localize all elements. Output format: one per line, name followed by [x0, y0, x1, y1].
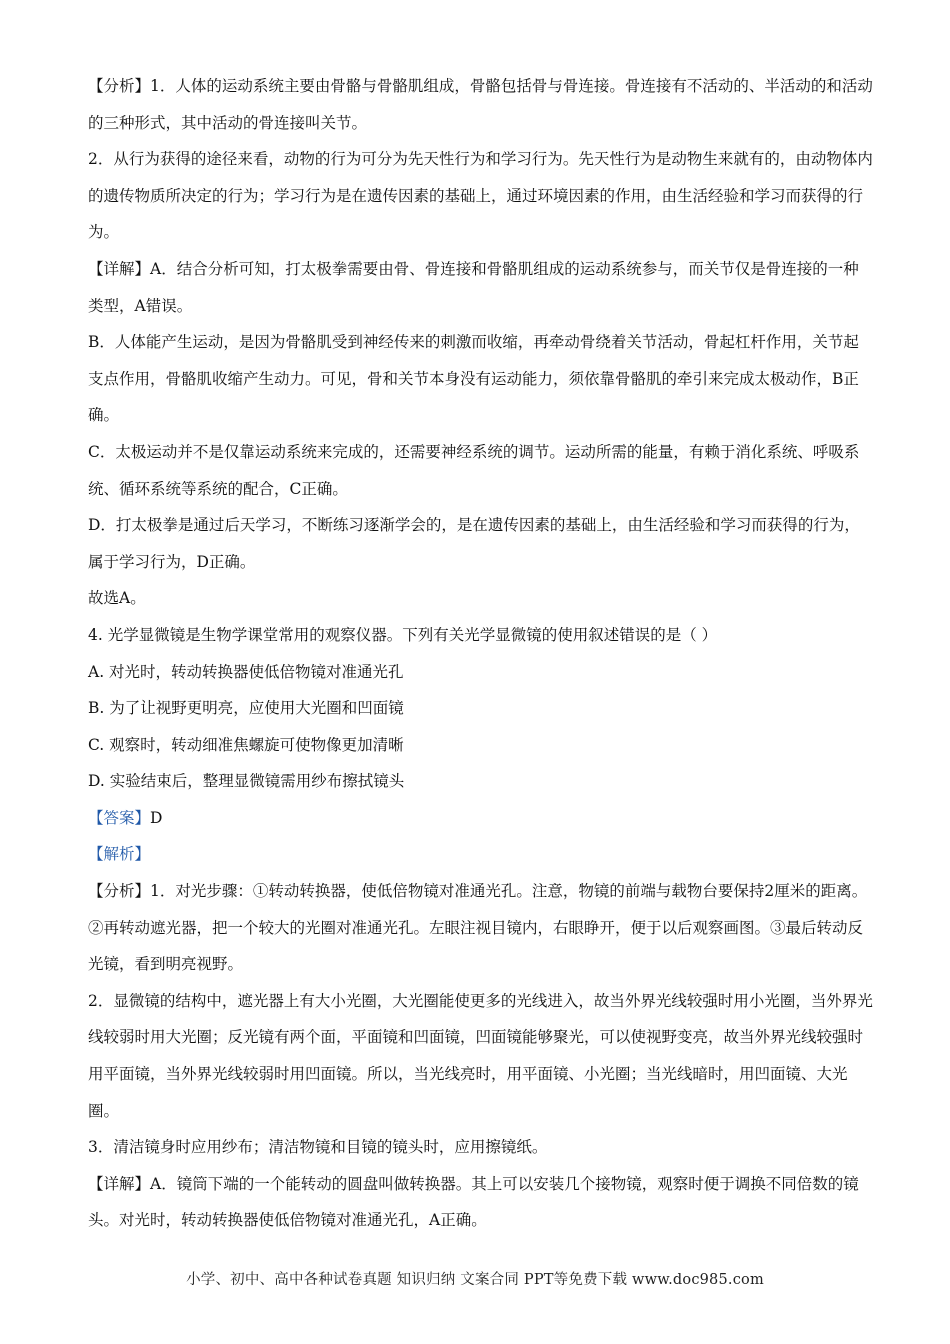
page-footer: 小学、初中、高中各种试卷真题 知识归纳 文案合同 PPT等免费下载 www.doc985.com: [186, 1272, 764, 1288]
q4-detail-paragraph-a: 【详解】A．镜筒下端的一个能转动的圆盘叫做转换器。其上可以安装几个接物镜，观察时便于调换不同倍数的镜头。对光时，转动转换器使低倍物镜对准通光孔，A正确。: [88, 1174, 859, 1230]
detail-paragraph-d: D．打太极拳是通过后天学习，不断练习逐渐学会的，是在遗传因素的基础上，由生活经验和学习而获得的行为，属于学习行为，D正确。: [88, 516, 860, 571]
conclusion-line: 故选A。: [88, 589, 146, 608]
detail-paragraph-c: C．太极运动并不是仅靠运动系统来完成的，还需要神经系统的调节。运动所需的能量，有赖于消化系统、呼吸系统、循环系统等系统的配合，C正确。: [88, 442, 860, 498]
analysis-paragraph-1: 【分析】1．人体的运动系统主要由骨骼与骨骼肌组成，骨骼包括骨与骨连接。骨连接有不活动的、半活动的和活动的三种形式，其中活动的骨连接叫关节。: [88, 77, 873, 132]
q4-analysis-paragraph-2: 2．显微镜的结构中，遮光器上有大小光圈，大光圈能使更多的光线进入，故当外界光线较强时用小光圈，当外界光线较弱时用大光圈；反光镜有两个面，平面镜和凹面镜，凹面镜能够聚光，可以使视野变亮，故当外界光线较强时用平面镜，当外界光线较弱时用凹面镜。所以，当光线亮时，用平面镜、小光圈；当光线暗时，用凹面镜、大光圈。: [88, 991, 873, 1120]
option-c: C. 观察时，转动细准焦螺旋可使物像更加清晰: [88, 735, 404, 754]
option-a: A. 对光时，转动转换器使低倍物镜对准通光孔: [88, 662, 404, 681]
explanation-tag: 【解析】: [88, 845, 151, 864]
answer-value: D: [150, 808, 163, 827]
question-4-stem: 4. 光学显微镜是生物学课堂常用的观察仪器。下列有关光学显微镜的使用叙述错误的是（ ）: [88, 625, 718, 644]
q4-analysis-paragraph-3: 3．清洁镜身时应用纱布；清洁物镜和目镜的镜头时，应用擦镜纸。: [88, 1138, 548, 1157]
q4-analysis-paragraph-1: 【分析】1．对光步骤：①转动转换器，使低倍物镜对准通光孔。注意，物镜的前端与载物台要保持2厘米的距离。②再转动遮光器，把一个较大的光圈对准通光孔。左眼注视目镜内，右眼睁开，便于以后观察画图。③最后转动反光镜，看到明亮视野。: [88, 882, 868, 974]
answer-tag: 【答案】: [88, 808, 151, 827]
answer-line: [88, 800, 873, 837]
document-body: [88, 68, 873, 1239]
detail-paragraph-a: 【详解】A．结合分析可知，打太极拳需要由骨、骨连接和骨骼肌组成的运动系统参与，而关节仅是骨连接的一种类型，A错误。: [88, 259, 859, 315]
analysis-paragraph-2: 2．从行为获得的途径来看，动物的行为可分为先天性行为和学习行为。先天性行为是动物生来就有的，由动物体内的遗传物质所决定的行为；学习行为是在遗传因素的基础上，通过环境因素的作用，由生活经验和学习而获得的行为。: [88, 150, 873, 242]
detail-paragraph-b: B．人体能产生运动，是因为骨骼肌受到神经传来的刺激而收缩，再牵动骨绕着关节活动，骨起杠杆作用，关节起支点作用，骨骼肌收缩产生动力。可见，骨和关节本身没有运动能力，须依靠骨骼肌的牵引来完成太极动作，B正确。: [88, 333, 859, 425]
option-b: B. 为了让视野更明亮，应使用大光圈和凹面镜: [88, 699, 404, 718]
option-d: D. 实验结束后，整理显微镜需用纱布擦拭镜头: [88, 772, 405, 791]
